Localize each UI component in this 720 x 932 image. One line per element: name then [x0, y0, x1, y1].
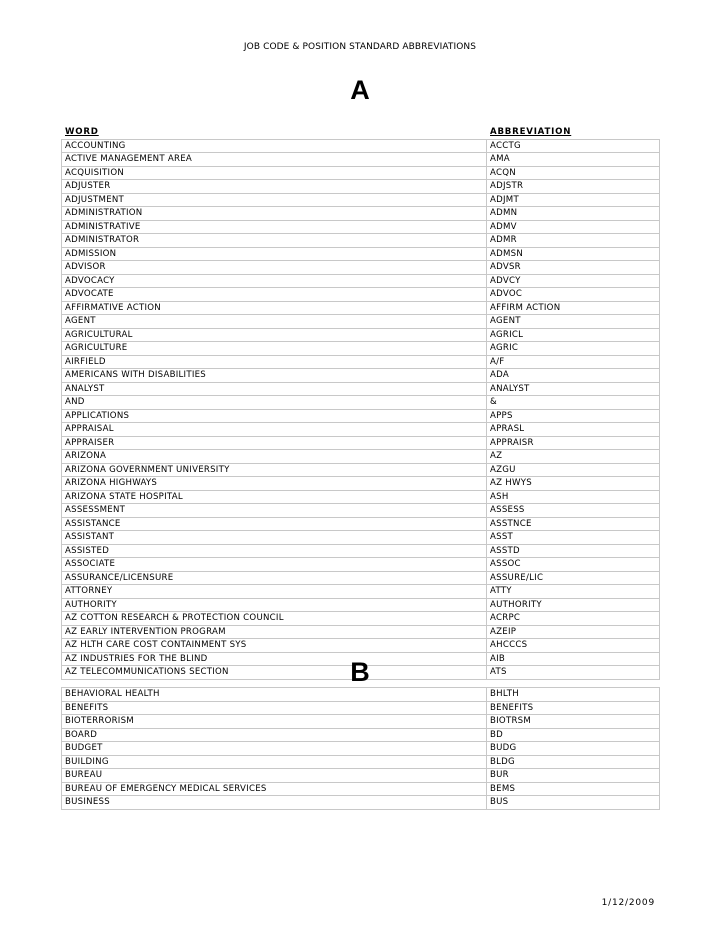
- abbreviation-cell: BUR: [487, 769, 660, 783]
- word-cell: BIOTERRORISM: [62, 715, 487, 729]
- word-cell: BUILDING: [62, 755, 487, 769]
- word-cell: ARIZONA HIGHWAYS: [62, 477, 487, 491]
- abbreviation-cell: AGRICL: [487, 328, 660, 342]
- abbreviation-cell: AZEIP: [487, 625, 660, 639]
- abbreviation-cell: ASSURE/LIC: [487, 571, 660, 585]
- table-row: [62, 639, 660, 653]
- abbreviation-cell: BUDG: [487, 742, 660, 756]
- word-cell: AUTHORITY: [62, 598, 487, 612]
- table-row: [62, 166, 660, 180]
- word-cell: AGRICULTURE: [62, 342, 487, 356]
- word-cell: AND: [62, 396, 487, 410]
- abbreviations-table-a: [61, 125, 660, 680]
- word-cell: ASSURANCE/LICENSURE: [62, 571, 487, 585]
- abbreviation-cell: BD: [487, 728, 660, 742]
- word-cell: AGENT: [62, 315, 487, 329]
- word-cell: APPLICATIONS: [62, 409, 487, 423]
- word-cell: ARIZONA GOVERNMENT UNIVERSITY: [62, 463, 487, 477]
- table-row: [62, 220, 660, 234]
- word-cell: ASSISTED: [62, 544, 487, 558]
- abbreviation-cell: ADVCY: [487, 274, 660, 288]
- abbreviation-cell: AZGU: [487, 463, 660, 477]
- word-cell: ARIZONA STATE HOSPITAL: [62, 490, 487, 504]
- abbreviation-cell: AHCCCS: [487, 639, 660, 653]
- abbreviation-cell: ACCTG: [487, 139, 660, 153]
- abbreviation-cell: ADMV: [487, 220, 660, 234]
- word-cell: ADMISSION: [62, 247, 487, 261]
- table-row: [62, 409, 660, 423]
- table-header-row: [62, 126, 660, 140]
- word-cell: ADVOCACY: [62, 274, 487, 288]
- table-row: [62, 180, 660, 194]
- document-title: JOB CODE & POSITION STANDARD ABBREVIATIONS: [243, 42, 477, 52]
- abbreviation-cell: ASSTD: [487, 544, 660, 558]
- abbreviation-cell: ADA: [487, 369, 660, 383]
- table-row: [62, 585, 660, 599]
- table-row: [62, 490, 660, 504]
- footer-date: 1/12/2009: [601, 898, 655, 908]
- word-cell: ADVISOR: [62, 261, 487, 275]
- table-row: [62, 328, 660, 342]
- word-cell: ADMINISTRATION: [62, 207, 487, 221]
- table-row: [62, 688, 660, 702]
- abbreviation-cell: ATS: [487, 666, 660, 680]
- word-cell: ADJUSTMENT: [62, 193, 487, 207]
- table-row: [62, 261, 660, 275]
- abbreviation-cell: APRASL: [487, 423, 660, 437]
- abbreviation-cell: BIOTRSM: [487, 715, 660, 729]
- word-cell: ACCOUNTING: [62, 139, 487, 153]
- table-row: [62, 715, 660, 729]
- word-cell: APPRAISAL: [62, 423, 487, 437]
- word-cell: ATTORNEY: [62, 585, 487, 599]
- table-row: [62, 450, 660, 464]
- word-cell: BENEFITS: [62, 701, 487, 715]
- word-cell: ADMINISTRATOR: [62, 234, 487, 248]
- abbreviation-cell: AMA: [487, 153, 660, 167]
- word-cell: ADJUSTER: [62, 180, 487, 194]
- abbreviation-cell: AGENT: [487, 315, 660, 329]
- abbreviation-cell: AUTHORITY: [487, 598, 660, 612]
- word-cell: AGRICULTURAL: [62, 328, 487, 342]
- table-row: [62, 598, 660, 612]
- word-cell: ADMINISTRATIVE: [62, 220, 487, 234]
- table-row: [62, 742, 660, 756]
- table-row: [62, 728, 660, 742]
- word-cell: AZ EARLY INTERVENTION PROGRAM: [62, 625, 487, 639]
- table-row: [62, 342, 660, 356]
- section-heading-a: A: [350, 75, 370, 105]
- word-cell: BUSINESS: [62, 796, 487, 810]
- abbreviations-table-b: [61, 687, 660, 810]
- word-cell: BUREAU: [62, 769, 487, 783]
- column-header-abbreviation: ABBREVIATION: [487, 126, 660, 140]
- table-row: [62, 396, 660, 410]
- abbreviation-cell: ADMSN: [487, 247, 660, 261]
- abbreviation-cell: ADJMT: [487, 193, 660, 207]
- table-body-b: [62, 688, 660, 810]
- abbreviation-cell: BHLTH: [487, 688, 660, 702]
- word-cell: ASSISTANT: [62, 531, 487, 545]
- abbreviation-cell: ADVSR: [487, 261, 660, 275]
- abbreviation-cell: AZ HWYS: [487, 477, 660, 491]
- table-row: [62, 701, 660, 715]
- table-row: [62, 153, 660, 167]
- table-row: [62, 274, 660, 288]
- abbreviation-cell: ADMN: [487, 207, 660, 221]
- word-cell: AIRFIELD: [62, 355, 487, 369]
- table-row: [62, 139, 660, 153]
- word-cell: AMERICANS WITH DISABILITIES: [62, 369, 487, 383]
- abbreviation-cell: AFFIRM ACTION: [487, 301, 660, 315]
- table-body-a: [62, 139, 660, 679]
- column-header-word: WORD: [62, 126, 487, 140]
- abbreviation-cell: BEMS: [487, 782, 660, 796]
- table-row: [62, 315, 660, 329]
- word-cell: ARIZONA: [62, 450, 487, 464]
- table-row: [62, 504, 660, 518]
- abbreviation-cell: ACQN: [487, 166, 660, 180]
- table-row: [62, 234, 660, 248]
- table-row: [62, 625, 660, 639]
- abbreviation-cell: ASSOC: [487, 558, 660, 572]
- word-cell: ASSOCIATE: [62, 558, 487, 572]
- abbreviation-cell: &: [487, 396, 660, 410]
- word-cell: ASSESSMENT: [62, 504, 487, 518]
- word-cell: BOARD: [62, 728, 487, 742]
- table-row: [62, 477, 660, 491]
- abbreviation-cell: BENEFITS: [487, 701, 660, 715]
- abbreviation-cell: ACRPC: [487, 612, 660, 626]
- word-cell: ADVOCATE: [62, 288, 487, 302]
- table-row: [62, 755, 660, 769]
- table-row: [62, 796, 660, 810]
- abbreviation-cell: AIB: [487, 652, 660, 666]
- abbreviation-cell: ASSTNCE: [487, 517, 660, 531]
- table-row: [62, 531, 660, 545]
- table-row: [62, 382, 660, 396]
- abbreviation-cell: A/F: [487, 355, 660, 369]
- table-row: [62, 558, 660, 572]
- word-cell: ASSISTANCE: [62, 517, 487, 531]
- word-cell: AFFIRMATIVE ACTION: [62, 301, 487, 315]
- word-cell: ANALYST: [62, 382, 487, 396]
- abbreviation-cell: APPS: [487, 409, 660, 423]
- abbreviation-cell: BUS: [487, 796, 660, 810]
- abbreviation-cell: ATTY: [487, 585, 660, 599]
- table-row: [62, 355, 660, 369]
- table-row: [62, 288, 660, 302]
- table-row: [62, 517, 660, 531]
- abbreviation-cell: ANALYST: [487, 382, 660, 396]
- word-cell: ACQUISITION: [62, 166, 487, 180]
- table-row: [62, 247, 660, 261]
- table-row: [62, 436, 660, 450]
- abbreviation-cell: ASH: [487, 490, 660, 504]
- word-cell: AZ COTTON RESEARCH & PROTECTION COUNCIL: [62, 612, 487, 626]
- abbreviation-cell: BLDG: [487, 755, 660, 769]
- abbreviation-cell: AZ: [487, 450, 660, 464]
- table-row: [62, 544, 660, 558]
- word-cell: ACTIVE MANAGEMENT AREA: [62, 153, 487, 167]
- word-cell: BEHAVIORAL HEALTH: [62, 688, 487, 702]
- word-cell: BUDGET: [62, 742, 487, 756]
- word-cell: AZ HLTH CARE COST CONTAINMENT SYS: [62, 639, 487, 653]
- word-cell: BUREAU OF EMERGENCY MEDICAL SERVICES: [62, 782, 487, 796]
- table-row: [62, 571, 660, 585]
- table-row: [62, 207, 660, 221]
- abbreviation-cell: ASST: [487, 531, 660, 545]
- table-row: [62, 782, 660, 796]
- table-row: [62, 463, 660, 477]
- table-row: [62, 423, 660, 437]
- table-row: [62, 301, 660, 315]
- abbreviation-cell: ADVOC: [487, 288, 660, 302]
- abbreviation-cell: AGRIC: [487, 342, 660, 356]
- abbreviation-cell: ADJSTR: [487, 180, 660, 194]
- abbreviation-cell: APPRAISR: [487, 436, 660, 450]
- word-cell: AZ INDUSTRIES FOR THE BLIND: [62, 652, 487, 666]
- abbreviation-cell: ASSESS: [487, 504, 660, 518]
- table-row: [62, 193, 660, 207]
- word-cell: APPRAISER: [62, 436, 487, 450]
- section-heading-b: B: [350, 657, 370, 687]
- table-row: [62, 612, 660, 626]
- abbreviation-cell: ADMR: [487, 234, 660, 248]
- table-row: [62, 369, 660, 383]
- word-cell: AZ TELECOMMUNICATIONS SECTION: [62, 666, 487, 680]
- table-row: [62, 769, 660, 783]
